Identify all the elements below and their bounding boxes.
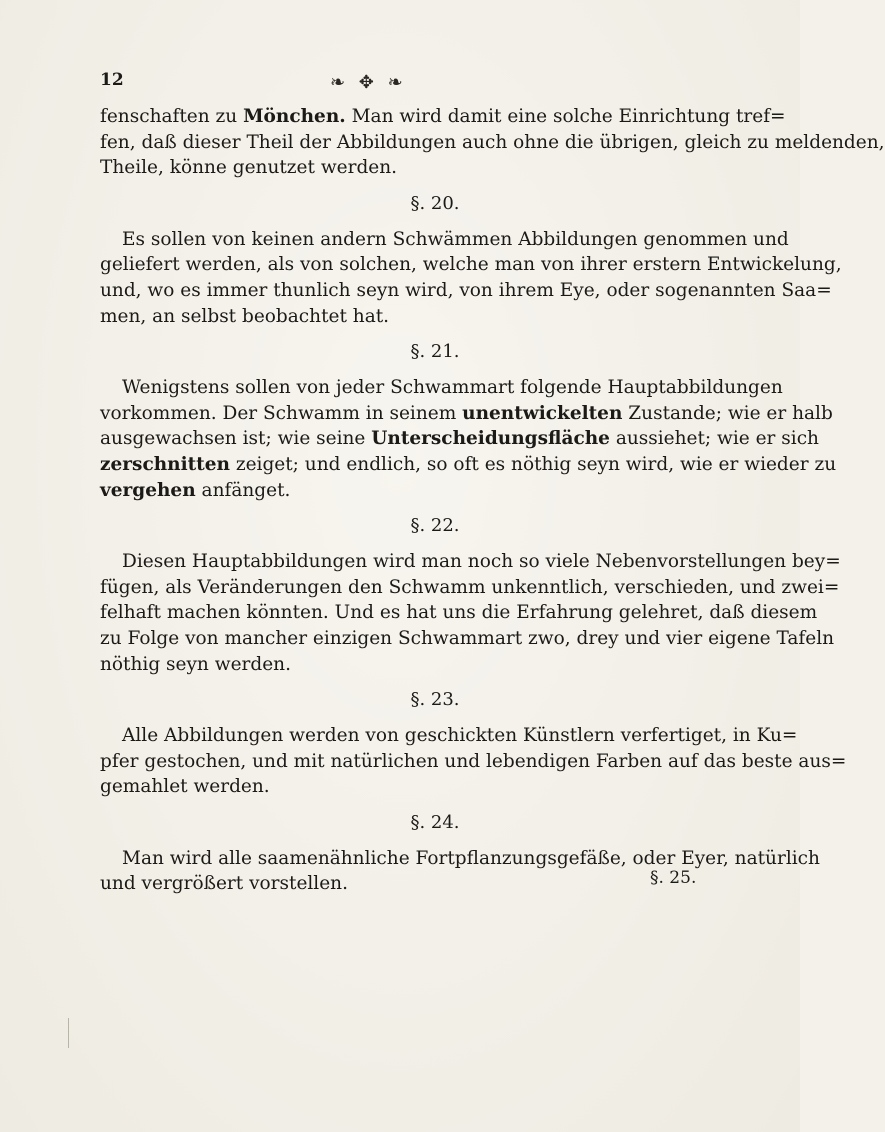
- text-line: [100, 723, 798, 749]
- section-number: §. 23.: [410, 689, 460, 711]
- text-line: [100, 749, 847, 775]
- text-line: [100, 252, 842, 278]
- text-line: [100, 401, 833, 427]
- text-segment: fenschaften zu: [100, 106, 244, 127]
- section-number: §. 21.: [410, 341, 460, 363]
- text-line: [100, 600, 818, 626]
- header-ornament: ❧ ✥ ❧: [330, 72, 407, 93]
- text-line: [100, 549, 841, 575]
- text-line: [100, 626, 835, 652]
- text-segment: ausgewachsen ist; wie seine: [100, 428, 372, 450]
- text-line: [100, 104, 786, 130]
- text-segment: Zustande; wie er halb: [622, 402, 833, 424]
- text-line: [100, 304, 730, 330]
- text-line: [100, 846, 820, 872]
- page-header: [100, 70, 710, 100]
- text-segment: und, wo es immer thunlich seyn wird, von ihrem Eye, oder sogenannten Saa=: [100, 279, 832, 301]
- text-segment: felhaft machen könnten. Und es hat uns die Erfahrung gelehret, daß diesem: [100, 602, 818, 624]
- emphasis-text: vergehen: [100, 479, 196, 501]
- text-line: [100, 155, 730, 181]
- text-segment: Man wird damit eine solche Einrichtung tref=: [345, 106, 786, 127]
- text-line: [100, 652, 730, 678]
- text-segment: men, an selbst beobachtet hat.: [100, 305, 390, 327]
- text-segment: fen, daß dieser Theil der Abbildungen auch ohne die übrigen, gleich zu meldenden,: [100, 131, 885, 153]
- emphasis-text: unentwickelten: [462, 402, 623, 424]
- text-segment: anfänget.: [195, 479, 291, 501]
- text-segment: fügen, als Veränderungen den Schwamm unkenntlich, verschieden, und zwei=: [100, 576, 840, 598]
- section-number: §. 22.: [410, 515, 460, 537]
- text-segment: aussiehet; wie er sich: [609, 428, 819, 450]
- text-segment: Wenigstens sollen von jeder Schwammart folgende Hauptabbildungen: [122, 377, 783, 399]
- text-segment: zu Folge von mancher einzigen Schwammart zwo, drey und vier eigene Tafeln: [100, 627, 835, 649]
- page-number: 12: [100, 70, 124, 90]
- text-line: [100, 426, 819, 452]
- text-line: [100, 452, 837, 478]
- text-segment: und vergrößert vorstellen.: [100, 873, 348, 895]
- text-segment: geliefert werden, als von solchen, welche man von ihrer erstern Entwickelung,: [100, 254, 842, 276]
- emphasis-text: Mönchen.: [243, 106, 346, 127]
- section-number: §. 20.: [410, 192, 460, 214]
- text-segment: Es sollen von keinen andern Schwämmen Abbildungen genommen und: [122, 228, 789, 250]
- section-number: §. 24.: [410, 811, 460, 833]
- text-line: [100, 227, 789, 253]
- text-segment: nöthig seyn werden.: [100, 653, 291, 675]
- text-line: [100, 130, 885, 156]
- text-line: [100, 478, 730, 504]
- emphasis-text: zerschnitten: [100, 453, 230, 475]
- emphasis-text: Unterscheidungsfläche: [371, 428, 610, 450]
- text-segment: pfer gestochen, und mit natürlichen und lebendigen Farben auf das beste aus=: [100, 750, 847, 772]
- text-line: [100, 774, 730, 800]
- text-segment: Diesen Hauptabbildungen wird man noch so viele Nebenvorstellungen bey=: [122, 551, 841, 573]
- text-line: [100, 871, 730, 897]
- text-segment: vorkommen. Der Schwamm in seinem: [100, 402, 463, 424]
- text-segment: Theile, könne genutzet werden.: [100, 157, 398, 179]
- text-segment: Man wird alle saamenähnliche Fortpflanzungsgefäße, oder Eyer, natürlich: [122, 847, 820, 869]
- body-text: [100, 104, 885, 897]
- text-line: [100, 278, 832, 304]
- margin-mark: [68, 1018, 85, 1048]
- text-segment: zeiget; und endlich, so oft es nöthig seyn wird, wie er wieder zu: [229, 453, 837, 475]
- text-line: [100, 575, 840, 601]
- catchword: §. 25.: [650, 868, 697, 888]
- text-line: [100, 375, 783, 401]
- text-segment: Alle Abbildungen werden von geschickten Künstlern verfertiget, in Ku=: [122, 725, 798, 747]
- text-segment: gemahlet werden.: [100, 776, 270, 798]
